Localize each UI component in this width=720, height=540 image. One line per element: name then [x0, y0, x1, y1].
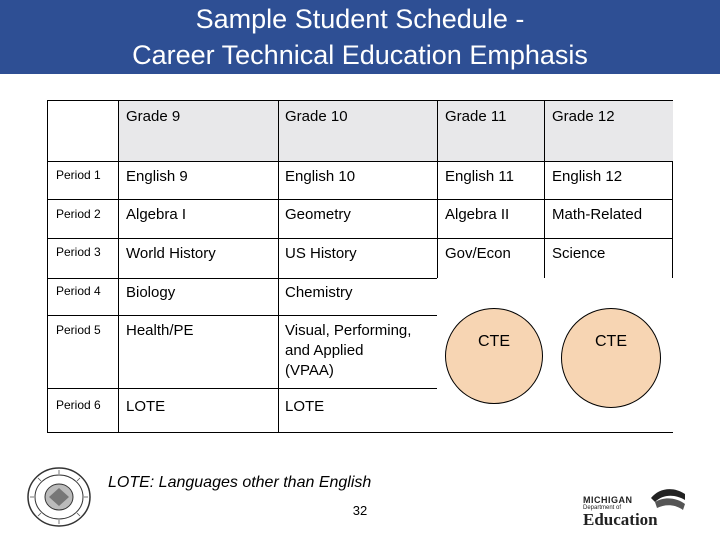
period-label: Period 6 — [56, 398, 101, 412]
table-cell: and Applied — [285, 342, 364, 359]
table-cell: US History — [285, 245, 357, 262]
logo-department-text: Department of — [583, 505, 622, 511]
period-label: Period 4 — [56, 284, 101, 298]
table-cell: Biology — [126, 284, 176, 301]
page-number: 32 — [352, 503, 368, 518]
cte-label: CTE — [478, 333, 510, 350]
table-divider — [48, 161, 437, 162]
grade-9-header: Grade 9 — [126, 108, 181, 125]
grade-10-header: Grade 10 — [285, 108, 348, 125]
grade-12-header: Grade 12 — [552, 108, 615, 125]
table-cell: LOTE — [285, 398, 325, 415]
period-label: Period 1 — [56, 168, 101, 182]
state-board-seal-icon — [24, 466, 94, 528]
table-divider — [118, 101, 119, 432]
table-cell: Visual, Performing, — [285, 322, 412, 339]
logo-education-text: Education — [583, 510, 658, 529]
table-cell: Chemistry — [285, 284, 353, 301]
title-banner — [0, 0, 720, 74]
table-cell: Algebra II — [445, 206, 510, 223]
lote-footnote: LOTE: Languages other than English — [108, 474, 372, 491]
table-cell: (VPAA) — [285, 362, 334, 379]
cte-circle-grade-11 — [445, 308, 543, 404]
table-cell: Health/PE — [126, 322, 194, 339]
table-divider — [48, 315, 437, 316]
table-cell: Math-Related — [552, 206, 643, 223]
cte-label: CTE — [595, 333, 627, 350]
period-label: Period 3 — [56, 245, 101, 259]
table-cell: Science — [552, 245, 606, 262]
period-label: Period 2 — [56, 207, 101, 221]
table-cell: English 9 — [126, 168, 188, 185]
table-cell: Geometry — [285, 206, 351, 223]
logo-michigan-text: MICHIGAN — [583, 495, 633, 505]
table-cell: Algebra I — [126, 206, 187, 223]
table-divider — [48, 199, 673, 200]
table-divider — [48, 238, 673, 239]
cte-circle-grade-12 — [561, 308, 661, 408]
table-divider — [278, 101, 279, 432]
period-label: Period 5 — [56, 323, 101, 337]
title-line-2: Career Technical Education Emphasis — [132, 40, 588, 70]
grade-11-header: Grade 11 — [445, 108, 507, 125]
table-cell: English 12 — [552, 168, 623, 185]
table-cell: Gov/Econ — [445, 245, 511, 262]
table-cell: English 11 — [445, 168, 514, 185]
table-cell: English 10 — [285, 168, 356, 185]
table-divider — [544, 101, 545, 278]
michigan-education-logo — [581, 486, 689, 530]
table-divider — [48, 388, 437, 389]
table-cell: LOTE — [126, 398, 166, 415]
table-cell: World History — [126, 245, 216, 262]
title-line-1: Sample Student Schedule - — [195, 4, 525, 34]
